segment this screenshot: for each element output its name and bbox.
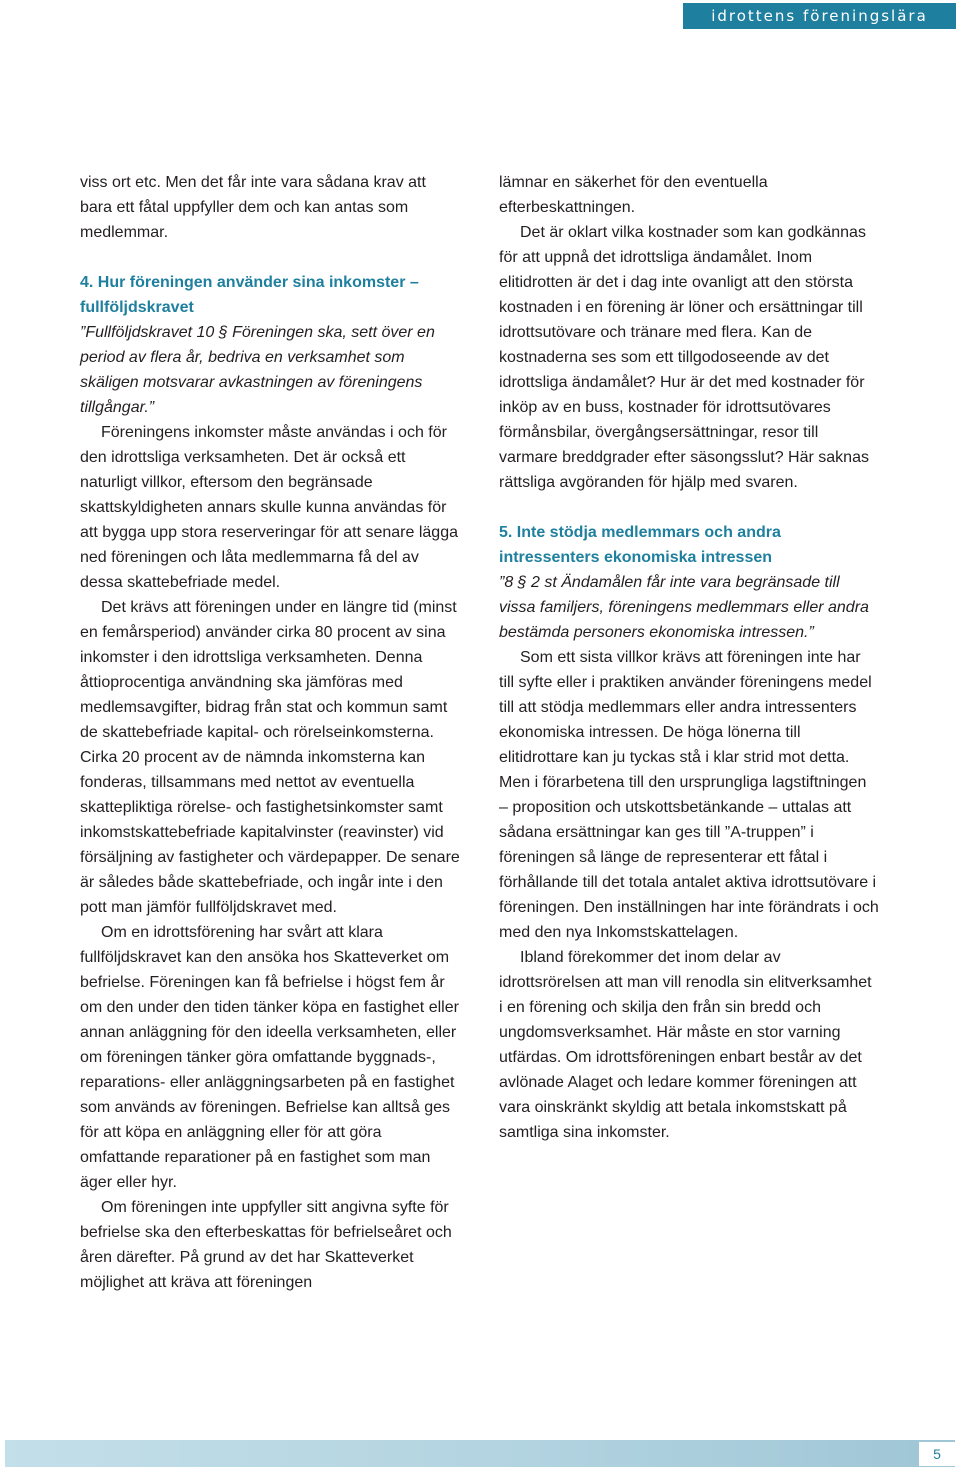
left-column bbox=[80, 170, 460, 1295]
spacer bbox=[80, 245, 460, 270]
page-number: 5 bbox=[919, 1442, 955, 1466]
header-label: idrottens föreningslära bbox=[711, 7, 928, 25]
law-quote: ”Fullföljdskravet 10 § Föreningen ska, sett över en period av flera år, bedriva en verksamhet som skäligen motsvarar avkastningen av föreningens tillgångar.” bbox=[80, 324, 435, 416]
right-column bbox=[499, 170, 879, 1145]
paragraph: viss ort etc. Men det får inte vara sådana krav att bara ett fåtal uppfyller dem och kan antas som medlemmar. bbox=[80, 174, 426, 241]
section-heading-5: 5. Inte stödja medlemmars och andra intressenters ekonomiska intressen bbox=[499, 524, 781, 566]
spacer bbox=[499, 495, 879, 520]
header-bar bbox=[683, 3, 956, 29]
paragraph: Om en idrottsförening har svårt att klara fullföljdskravet kan den ansöka hos Skatteverket om befrielse. Föreningen kan få befrielse i högst fem år om den under den tiden tänker köpa en fastighet eller annan anläggning för den ideella verksamheten, eller om föreningen tänker göra omfattande byggnads-, reparations- eller anläggningsarbeten på en fastighet som används av föreningen. Befrielse kan alltså ges för att köpa en anläggning eller för att göra omfattande reparationer på en fastighet som man äger eller hyr. bbox=[80, 924, 459, 1191]
section-heading-4: 4. Hur föreningen använder sina inkomster – fullföljdskravet bbox=[80, 274, 419, 316]
paragraph: Om föreningen inte uppfyller sitt angivna syfte för befrielse ska den efterbeskattas för befrielseåret och åren därefter. På grund av det har Skatteverket möjlighet att kräva att föreningen bbox=[80, 1199, 452, 1291]
footer-bar bbox=[5, 1440, 955, 1467]
paragraph: Föreningens inkomster måste användas i och för den idrottsliga verksamheten. Det är också ett naturligt villkor, eftersom den begränsade skattskyldigheten annars skulle kunna användas för att bygga upp stora reserveringar för att senare lägga ned föreningen och låta medlemmarna få del av dessa skattebefriade medel. bbox=[80, 424, 458, 591]
paragraph: lämnar en säkerhet för den eventuella efterbeskattningen. bbox=[499, 174, 768, 216]
paragraph: Det krävs att föreningen under en längre tid (minst en femårsperiod) använder cirka 80 procent av sina inkomster i den idrottsliga verksamheten. Denna åttioprocentiga användning ska jämföras med medlemsavgifter, bidrag från stat och kommun samt de skattebefriade kapital- och rörelseinkomsterna. Cirka 20 procent av de nämnda inkomsterna kan fonderas, tillsammans med nettot av eventuella skattepliktiga rörelse- och fastighetsinkomster samt inkomstskattebefriade kapitalvinster (reavinster) vid försäljning av fastigheter och värdepapper. De senare är således både skattebefriade, och ingår inte i den pott man jämför fullföljdskravet med. bbox=[80, 599, 460, 916]
paragraph: Som ett sista villkor krävs att föreningen inte har till syfte eller i praktiken använder föreningens medel till att stödja medlemmars eller andra intressenters ekonomiska intressen. De höga lönerna till elitidrottare kan ju tyckas stå i klar strid mot detta. Men i förarbetena till den ursprungliga lagstiftningen – proposition och utskottsbetänkande – uttalas att sådana ersättningar kan ges till ”A-truppen” i föreningen så länge de representerar ett fåtal i förhållande till det totala antalet aktiva idrottsutövare i föreningen. Den inställningen har inte förändrats i och med den nya Inkomstskattelagen. bbox=[499, 649, 879, 941]
paragraph: Det är oklart vilka kostnader som kan godkännas för att uppnå det idrottsliga ändamålet. Inom elitidrotten är det i dag inte ovanligt att den största kostnaden i en förening är löner och ersättningar till idrottsutövare och tränare med flera. Kan de kostnaderna ses som ett tillgodoseende av det idrottsliga ändamålet? Hur är det med kostnader för inköp av en buss, kostnader för idrottsutövares förmånsbilar, övergångsersättningar, resor till varmare breddgrader efter säsongsslut? Här saknas rättsliga avgöranden för hjälp med svaren. bbox=[499, 224, 869, 491]
law-quote: ”8 § 2 st Ändamålen får inte vara begränsade till vissa familjers, föreningens medlemmars eller andra bestämda personers ekonomiska intressen.” bbox=[499, 574, 869, 641]
paragraph: Ibland förekommer det inom delar av idrottsrörelsen att man vill renodla sin elitverksamhet i en förening och skilja den från sin bredd och ungdomsverksamhet. Här måste en stor varning utfärdas. Om idrottsföreningen enbart består av det avlönade Alaget och ledare kommer föreningen att vara oinskränkt skyldig att betala inkomstskatt på samtliga sina inkomster. bbox=[499, 949, 872, 1141]
